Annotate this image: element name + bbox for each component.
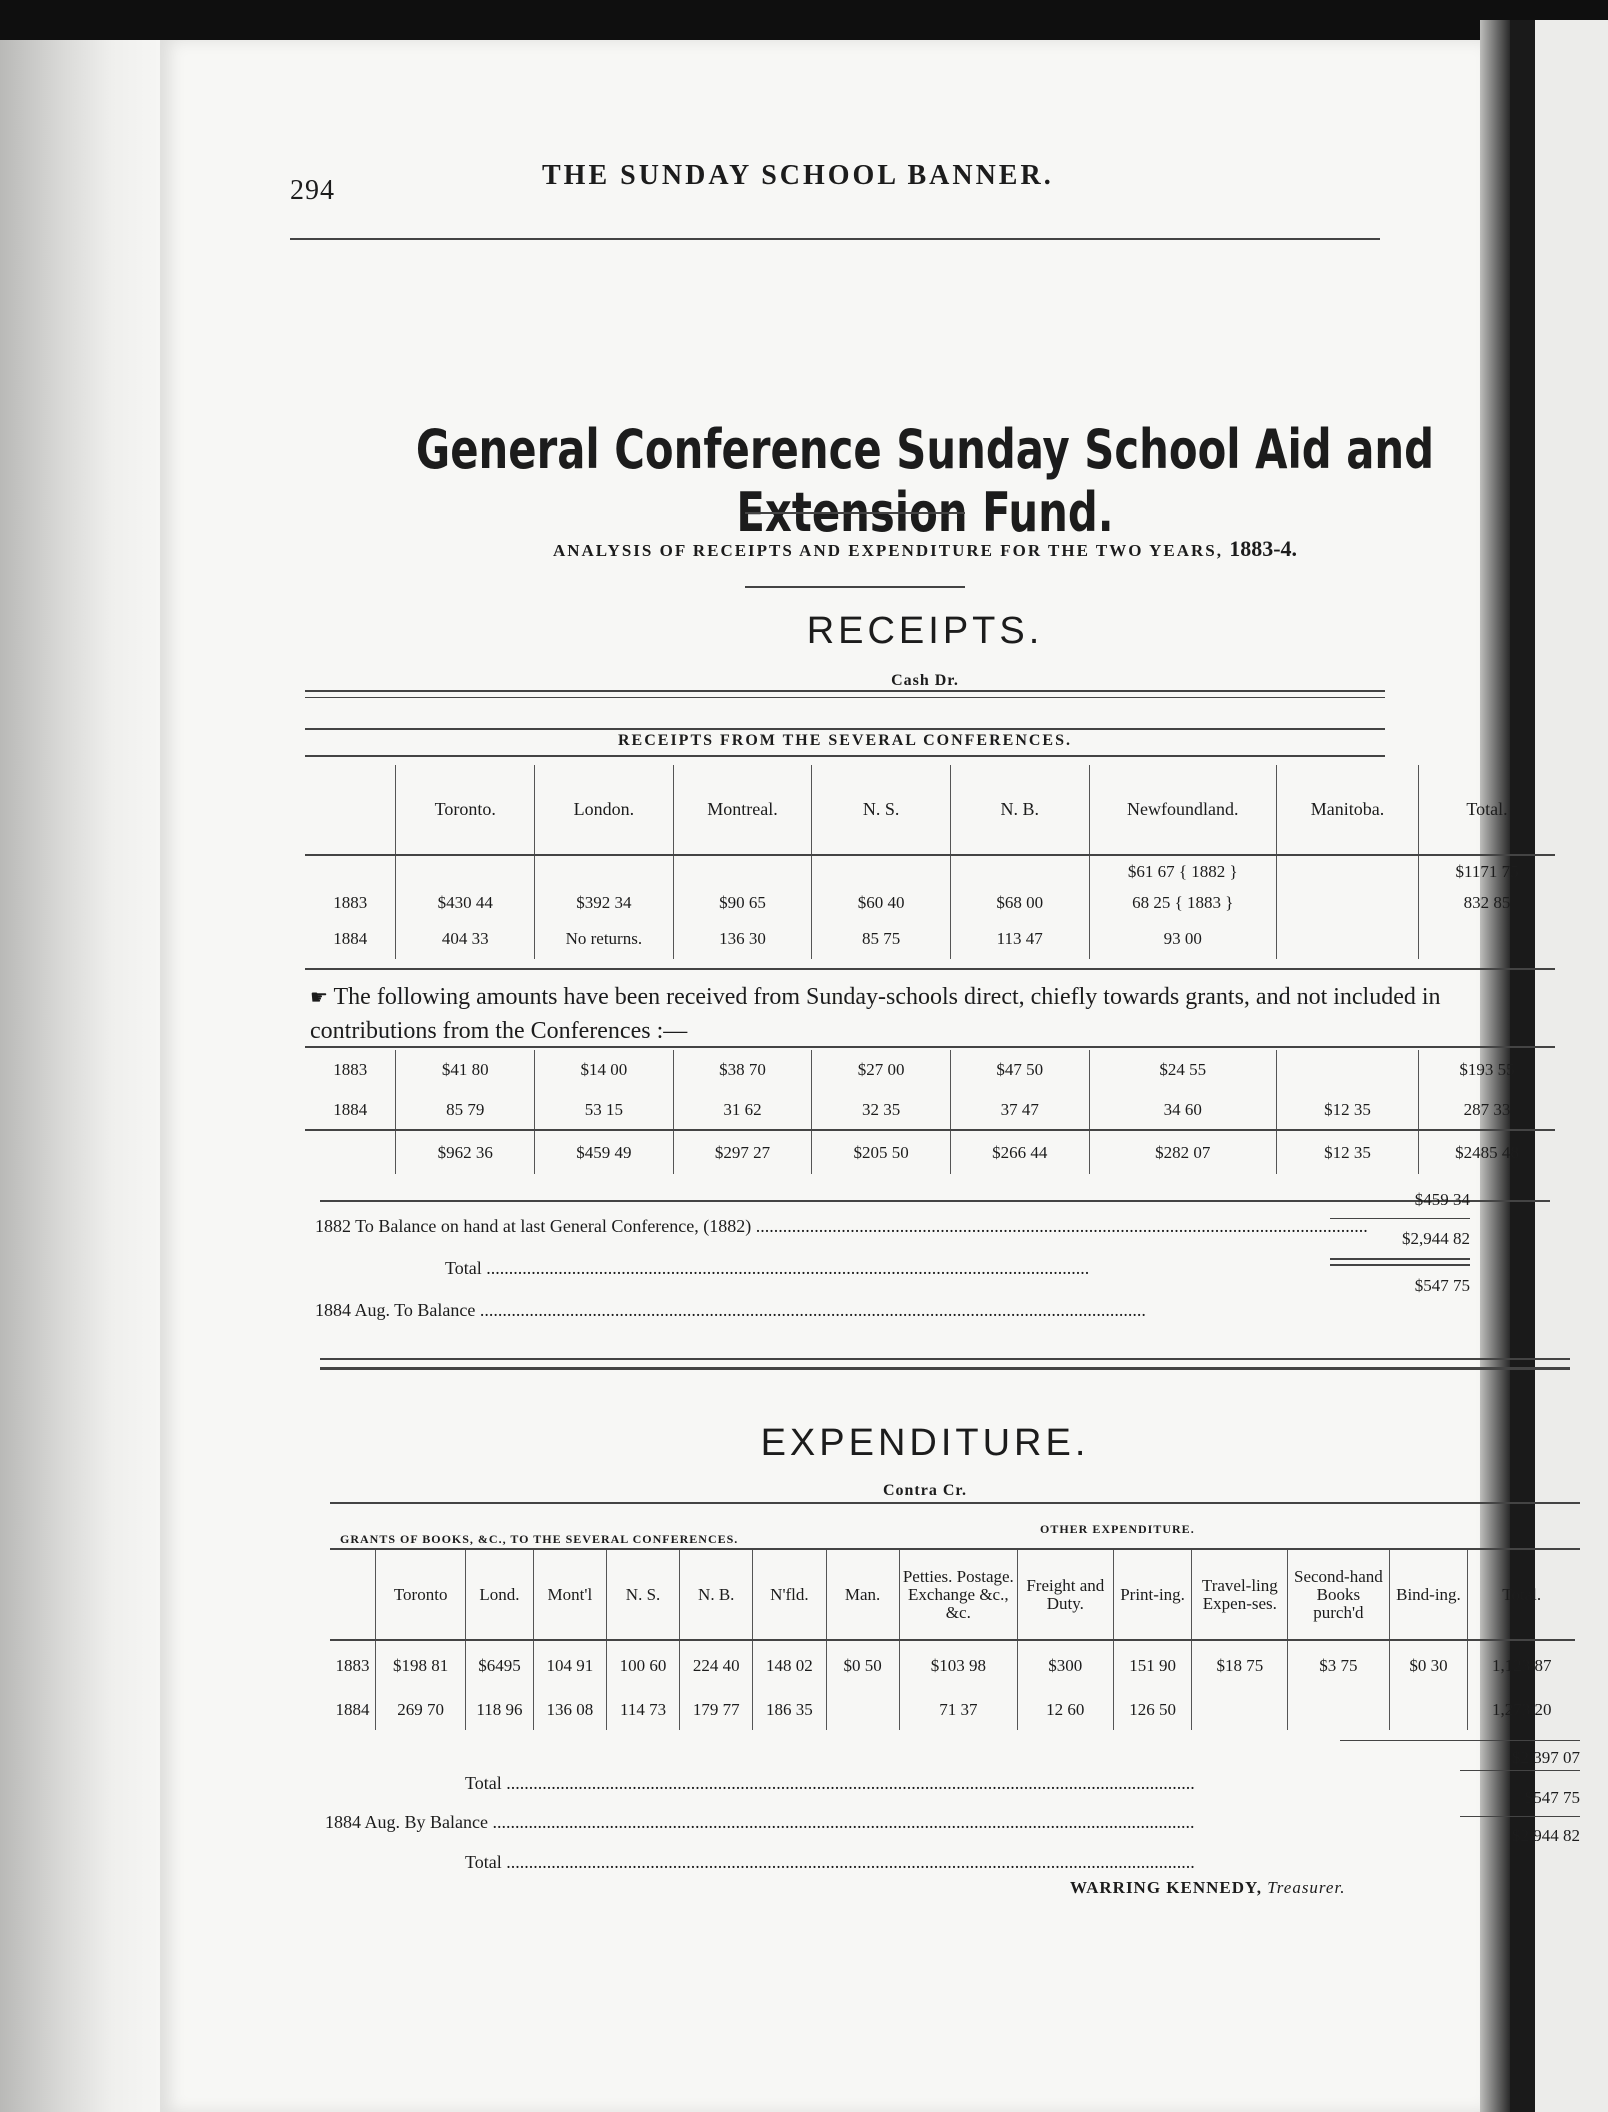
cell [1288, 1690, 1389, 1730]
col-header: Manitoba. [1277, 765, 1419, 855]
cell: $90 65 [673, 887, 812, 919]
balance-label: 1882 To Balance on hand at last General Conference, (1882) [315, 1216, 752, 1236]
col-header: Second-hand Books purch'd [1288, 1550, 1389, 1640]
expenditure-table [330, 1550, 1575, 1730]
exp-balance-line: 1884 Aug. By Balance ............................................................................................................................................................ [325, 1812, 1195, 1832]
cell: 136 08 [533, 1690, 606, 1730]
grants-group-label: GRANTS OF BOOKS, &C., TO THE SEVERAL CONFERENCES. [340, 1532, 739, 1546]
column-total: $282 07 [1089, 1130, 1277, 1174]
col-header: Toronto [376, 1550, 466, 1640]
cell: 118 96 [466, 1690, 534, 1730]
cell: $60 40 [812, 887, 951, 919]
contra-label: Contra Cr. [882, 1482, 968, 1499]
carry-balance-line: 1884 Aug. To Balance .................................................................................................................................................... [315, 1300, 1146, 1320]
col-header: Montreal. [673, 765, 812, 855]
totals-label [305, 1130, 396, 1174]
column-total: $2485 48 [1419, 1130, 1555, 1174]
col-header: Newfoundland. [1089, 765, 1277, 855]
cell [1277, 887, 1419, 919]
cell: 31 62 [673, 1090, 812, 1130]
col-header: N. S. [606, 1550, 679, 1640]
page-number: 294 [290, 175, 335, 206]
cell: 53 15 [535, 1090, 674, 1130]
cell: $392 34 [535, 887, 674, 919]
row-year [305, 855, 396, 887]
cell: $430 44 [396, 887, 535, 919]
cell: 269 70 [376, 1690, 466, 1730]
cell: $0 30 [1389, 1640, 1468, 1690]
balance-line: 1882 To Balance on hand at last General Conference, (1882) ........................................................................................................................................ [315, 1216, 1368, 1236]
cell: 151 90 [1113, 1640, 1192, 1690]
column-total: $266 44 [950, 1130, 1089, 1174]
column-total: $205 50 [812, 1130, 951, 1174]
row-year: 1884 [335, 1700, 370, 1719]
section-divider-1 [320, 1358, 1570, 1360]
treasurer-signature [1070, 1878, 1345, 1898]
cell: 113 47 [950, 919, 1089, 959]
cell: 224 40 [680, 1640, 753, 1690]
row-year: 1884 [333, 1099, 368, 1119]
subtotal-rule [1330, 1218, 1470, 1219]
cell [826, 1690, 899, 1730]
cell [1277, 855, 1419, 887]
receipts-band-rule-2 [305, 755, 1385, 757]
cell: 832 85 [1419, 887, 1555, 919]
cell: 136 30 [673, 919, 812, 959]
totals-rule [320, 1200, 1550, 1202]
col-header: Toronto. [396, 765, 535, 855]
subtitle-years: 1883-4. [1229, 536, 1298, 561]
cell: $1171 75 [1419, 855, 1555, 887]
carry-balance-amount: $547 75 [1414, 1276, 1470, 1295]
cell: $41 80 [396, 1050, 535, 1090]
exp-grand-total-line: Total ......................................................................................................................................................... [465, 1852, 1195, 1872]
other-group-label: OTHER EXPENDITURE. [1040, 1522, 1195, 1536]
column-total: $459 49 [535, 1130, 674, 1174]
cell [1192, 1690, 1288, 1730]
expenditure-heading: EXPENDITURE. [760, 1422, 1090, 1464]
exp-total-label: Total [465, 1773, 502, 1793]
column-total: $962 36 [396, 1130, 535, 1174]
cell: 37 47 [950, 1090, 1089, 1130]
balance-amount: $459 34 [1414, 1190, 1470, 1209]
cell [1389, 1690, 1468, 1730]
col-header: Travel-ling Expen-ses. [1192, 1550, 1288, 1640]
col-header: Print-ing. [1113, 1550, 1192, 1640]
exp-subtotal-rule [1340, 1740, 1580, 1741]
section-divider-2 [320, 1367, 1570, 1370]
cell: 93 00 [1089, 919, 1277, 959]
cell: 100 60 [606, 1640, 679, 1690]
cell: 12 60 [1017, 1690, 1113, 1730]
cell: 114 73 [606, 1690, 679, 1730]
col-header: N. B. [950, 765, 1089, 855]
receipts-rule-top-2 [305, 697, 1385, 698]
col-header: Total. [1468, 1550, 1575, 1640]
cell: $3 75 [1288, 1640, 1389, 1690]
subtitle-rule [745, 586, 965, 588]
cell [1277, 919, 1419, 959]
cell: 404 33 [396, 919, 535, 959]
exp-grand-total-amount: $2,944 82 [1512, 1826, 1580, 1845]
col-header: Mont'l [533, 1550, 606, 1640]
cash-label: Cash Dr. [891, 672, 959, 689]
exp-rule-balance [1460, 1770, 1580, 1771]
cell: 1,273 20 [1468, 1690, 1575, 1730]
exp-balance-label: 1884 Aug. By Balance [325, 1812, 488, 1832]
cell: $300 [1017, 1640, 1113, 1690]
page-title: General Conference Sunday School Aid and Extension Fund. [415, 418, 1435, 544]
cell: No returns. [535, 919, 674, 959]
title-rule [745, 512, 965, 514]
cell [950, 855, 1089, 887]
col-header: N. B. [680, 1550, 753, 1640]
book-spine [0, 40, 160, 2112]
col-header: Freight and Duty. [1017, 1550, 1113, 1640]
col-header: Lond. [466, 1550, 534, 1640]
cell: $47 50 [950, 1050, 1089, 1090]
cell: $103 98 [899, 1640, 1017, 1690]
cell: $27 00 [812, 1050, 951, 1090]
cell: 85 75 [812, 919, 951, 959]
row-year: 1883 [335, 1655, 370, 1675]
col-header: Petties. Postage. Exchange &c., &c. [899, 1550, 1017, 1640]
total-label: Total [445, 1258, 482, 1278]
cell: 179 77 [680, 1690, 753, 1730]
row-year: 1884 [333, 929, 368, 948]
cell: 186 35 [753, 1690, 826, 1730]
pointing-hand-icon: ☛ [310, 985, 328, 1009]
exp-rule-total [1460, 1816, 1580, 1817]
cell: 85 79 [396, 1090, 535, 1130]
col-header: N. S. [812, 765, 951, 855]
direct-receipts-table [305, 1050, 1555, 1174]
cell: 287 33 [1419, 1090, 1555, 1130]
cell [1419, 919, 1555, 959]
cell: $6495 [466, 1640, 534, 1690]
cell [535, 855, 674, 887]
exp-subtotal-amount: $2,397 07 [1512, 1748, 1580, 1767]
cell: 104 91 [533, 1640, 606, 1690]
cell [396, 855, 535, 887]
receipts-table-bottom [305, 968, 1555, 970]
cell: $12 35 [1277, 1090, 1419, 1130]
receipts-band-label: RECEIPTS FROM THE SEVERAL CONFERENCES. [618, 732, 1072, 749]
cell: $68 00 [950, 887, 1089, 919]
note-rule [305, 1046, 1555, 1048]
col-header: London. [535, 765, 674, 855]
exp-grand-total-label: Total [465, 1852, 502, 1872]
cell: 1,123 87 [1468, 1640, 1575, 1690]
cell: 71 37 [899, 1690, 1017, 1730]
receipts-rule-top [305, 690, 1385, 692]
year-header [305, 765, 396, 855]
direct-receipts-note [310, 980, 1560, 1048]
cell: 126 50 [1113, 1690, 1192, 1730]
signature-role: Treasurer. [1267, 1878, 1346, 1897]
total-amount: $2,944 82 [1402, 1229, 1470, 1248]
col-header: Man. [826, 1550, 899, 1640]
cell: $24 55 [1089, 1050, 1277, 1090]
cell: $0 50 [826, 1640, 899, 1690]
exp-rule-top [330, 1502, 1580, 1504]
subtitle [295, 536, 1555, 562]
cell: 68 25 { 1883 } [1089, 887, 1277, 919]
cell [812, 855, 951, 887]
scan-border-top [0, 0, 1608, 40]
running-title: THE SUNDAY SCHOOL BANNER. [542, 160, 1054, 191]
book-page [160, 40, 1580, 2112]
col-header: Bind-ing. [1389, 1550, 1468, 1640]
subtitle-text: ANALYSIS OF RECEIPTS AND EXPENDITURE FOR THE TWO YEARS, [552, 541, 1223, 560]
cell: $18 75 [1192, 1640, 1288, 1690]
cell: 34 60 [1089, 1090, 1277, 1130]
cell [1277, 1050, 1419, 1090]
double-rule-2 [1330, 1264, 1470, 1266]
cell: $38 70 [673, 1050, 812, 1090]
cell: $14 00 [535, 1050, 674, 1090]
double-rule-1 [1330, 1258, 1470, 1260]
carry-balance-label: 1884 Aug. To Balance [315, 1300, 476, 1320]
column-total: $297 27 [673, 1130, 812, 1174]
row-year: 1883 [333, 893, 368, 912]
total-line: Total ...................................................................................................................................... [445, 1258, 1090, 1278]
col-header: N'fld. [753, 1550, 826, 1640]
cell: $198 81 [376, 1640, 466, 1690]
receipts-table [305, 765, 1555, 959]
cell: 32 35 [812, 1090, 951, 1130]
exp-balance-amount: $547 75 [1524, 1788, 1580, 1807]
cell: 148 02 [753, 1640, 826, 1690]
column-total: $12 35 [1277, 1130, 1419, 1174]
cell: $61 67 { 1882 } [1089, 855, 1277, 887]
receipts-heading: RECEIPTS. [806, 610, 1044, 652]
year-header [330, 1550, 376, 1640]
cell [673, 855, 812, 887]
exp-total-line: Total ......................................................................................................................................................... [465, 1773, 1195, 1793]
header-rule [290, 238, 1380, 240]
receipts-band-rule [305, 728, 1385, 730]
cell: $193 55 [1419, 1050, 1555, 1090]
row-year: 1883 [333, 1060, 368, 1079]
col-header: Total. [1419, 765, 1555, 855]
note-text: The following amounts have been received from Sunday-schools direct, chiefly towards grants, and not included in contributions from the Conferences :— [310, 984, 1441, 1044]
signature-name: WARRING KENNEDY, [1070, 1878, 1263, 1897]
